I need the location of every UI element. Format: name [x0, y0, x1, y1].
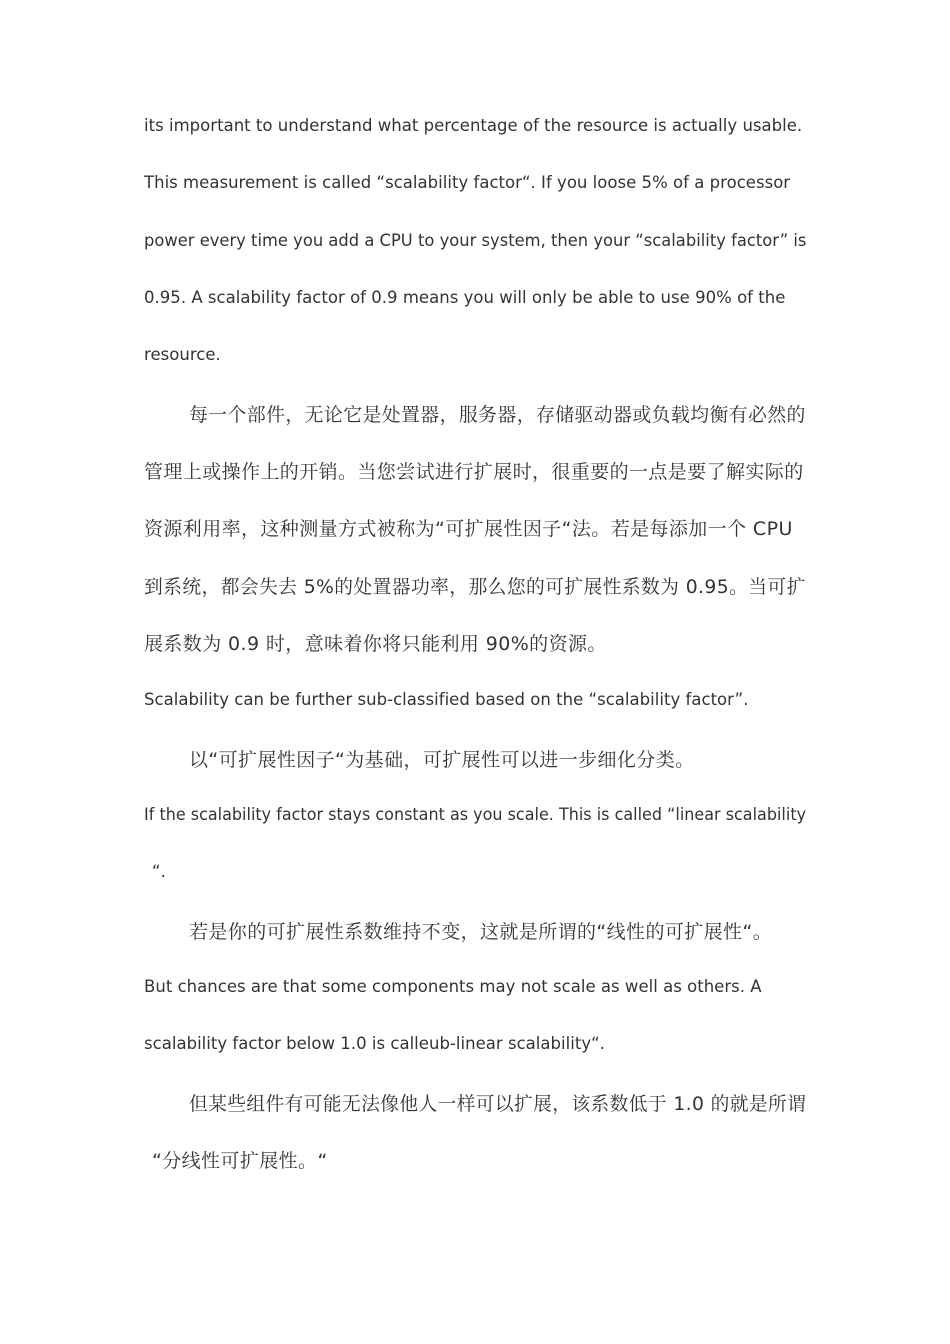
text-line: But chances are that some components may not scale as well as others. A	[144, 977, 762, 996]
text-line: If the scalability factor stays constant as you scale. This is called “linear scalability	[144, 805, 807, 824]
text-line: scalability factor below 1.0 is calleub-linear scalability“.	[144, 1034, 605, 1053]
text-line: “.	[152, 862, 166, 881]
text-line: 每一个部件，无论它是处置器，服务器，存储驱动器或负载均衡有必然的	[189, 404, 806, 426]
text-line: 资源利用率，这种测量方式被称为“可扩展性因子“法。若是每添加一个 CPU	[144, 518, 793, 540]
text-line: 展系数为 0.9 时，意味着你将只能利用 90%的资源。	[144, 633, 607, 655]
text-line: “分线性可扩展性。“	[152, 1150, 328, 1172]
text-line: 以“可扩展性因子“为基础，可扩展性可以进一步细化分类。	[189, 749, 695, 771]
text-line: 管理上或操作上的开销。当您尝试进行扩展时，很重要的一点是要了解实际的	[144, 461, 804, 483]
text-line: its important to understand what percentage of the resource is actually usable.	[144, 116, 803, 135]
text-line: 但某些组件有可能无法像他人一样可以扩展，该系数低于 1.0 的就是所谓	[189, 1093, 807, 1115]
text-line: 0.95. A scalability factor of 0.9 means you will only be able to use 90% of the	[144, 288, 786, 307]
text-line: resource.	[144, 345, 221, 364]
text-line: power every time you add a CPU to your system, then your “scalability factor” is	[144, 231, 807, 250]
text-line: This measurement is called “scalability factor“. If you loose 5% of a processor	[144, 173, 791, 192]
text-line: Scalability can be further sub-classified based on the “scalability factor”.	[144, 690, 749, 709]
text-line: 若是你的可扩展性系数维持不变，这就是所谓的“线性的可扩展性“。	[189, 921, 773, 943]
text-line: 到系统，都会失去 5%的处置器功率，那么您的可扩展性系数为 0.95。当可扩	[144, 576, 806, 598]
